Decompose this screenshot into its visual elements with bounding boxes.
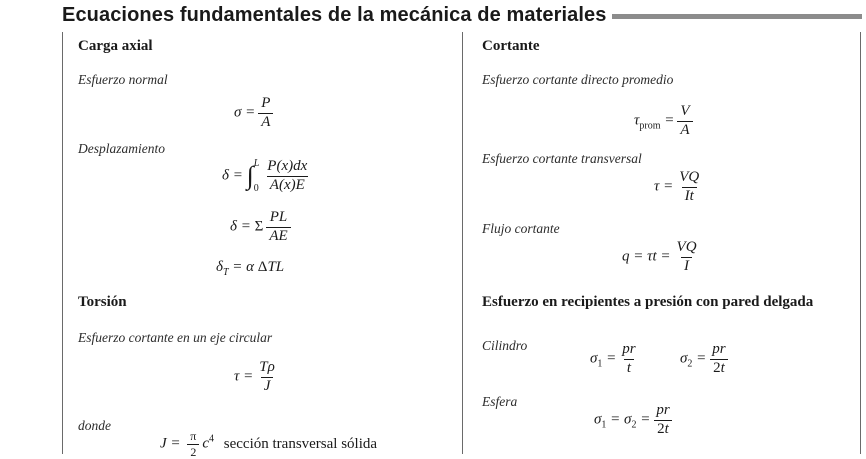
column-divider — [462, 32, 463, 454]
sphere-formula: $\sigma_1 = \sigma_2$ = $\frac{pr}{2t}$ — [594, 403, 676, 438]
normal-stress-label: Esfuerzo normal — [78, 72, 168, 87]
sphere-label: Esfera — [482, 394, 518, 409]
displacement-integral-formula: δ = ∫ L 0 $\frac{P(x)dx}{A(x)E}$ — [222, 157, 308, 194]
shaft-stress-label: Esfuerzo cortante en un eje circular — [78, 330, 273, 345]
left-border — [62, 32, 63, 454]
torsion-heading: Torsión — [78, 294, 127, 310]
cylinder-hoop-formula: $\sigma_1$ = $\frac{pr}{t}$ — [590, 341, 636, 376]
title-rule — [612, 14, 862, 19]
displacement-sum-formula: δ = Σ $\frac{PL}{AE}$ — [230, 210, 294, 245]
avg-shear-formula: $\tau_{prom}$ = $\frac{V}{A}$ — [634, 104, 696, 139]
normal-stress-formula: σ = $\frac{P}{A}$ — [234, 96, 276, 131]
avg-direct-shear-label: Esfuerzo cortante directo promedio — [482, 72, 674, 87]
transverse-shear-label: Esfuerzo cortante transversal — [482, 151, 642, 166]
displacement-label: Desplazamiento — [78, 141, 165, 156]
where-label: donde — [78, 418, 111, 433]
torsion-stress-formula: τ = $\frac{T\rho}{J}$ — [234, 359, 275, 394]
transverse-shear-formula: τ = $\frac{VQ}{It}$ — [654, 169, 700, 204]
polar-moment-formula: J = $\frac{\pi}{2}$ $c^4$ sección transversal sólida — [160, 429, 378, 459]
cylinder-axial-formula: $\sigma_2$ = $\frac{pr}{2t}$ — [680, 342, 732, 377]
shear-flow-label: Flujo cortante — [482, 221, 560, 236]
pressure-vessel-heading: Esfuerzo en recipientes a presión con pared delgada — [482, 294, 814, 310]
page-title: Ecuaciones fundamentales de la mecánica de materiales — [62, 4, 607, 26]
shear-heading: Cortante — [482, 38, 540, 54]
thermal-displacement-formula: $\delta_T = \alpha$ ΔTL — [216, 259, 285, 278]
shear-flow-formula: q = τt = $\frac{VQ}{I}$ — [622, 239, 697, 274]
axial-heading: Carga axial — [78, 38, 153, 54]
right-border — [860, 32, 861, 454]
cylinder-label: Cilindro — [482, 338, 528, 353]
solid-section-label: sección transversal sólida — [223, 435, 378, 452]
